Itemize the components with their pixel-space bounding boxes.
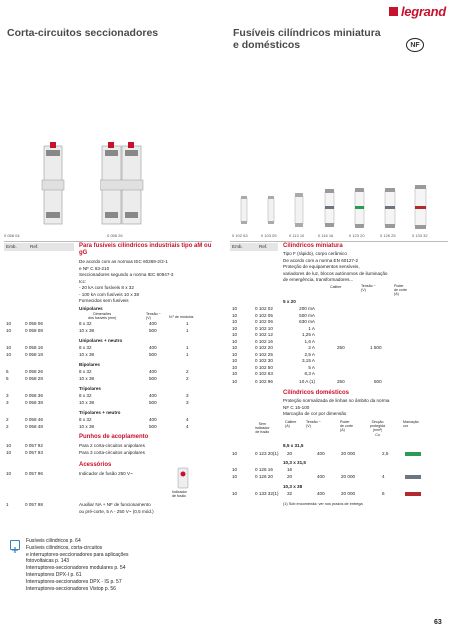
product-image-0-058-26 [100,140,144,226]
mini-last-emb: 10 [232,379,238,384]
sub-tripolares: Tripolares [79,386,101,391]
right-header-ref: Ref. [259,244,268,249]
caption-0-058-26: 0 058 26 [107,233,123,238]
caption-fuse-4: 0 116 16 [318,233,334,238]
d2-ref: 0 126 16 0 126 20 [255,467,273,479]
punhos-title: Punhos de acoplamento [79,434,149,440]
sub-bipolares: Bipolares [79,362,100,367]
dh-marcacao: Marcação cor [403,420,419,429]
title-left: Corta-circuitos seccionadores [7,27,159,39]
g5-dim: 8 x 32 10 x 38 [79,417,95,429]
page-number: 63 [434,619,442,626]
g4-emb: 3 3 [6,393,9,405]
col-poder: Poder de corte (A) [394,284,407,297]
plus-icon [10,540,20,550]
footnote: (1) Sob encomenda: ver nos prazos de entrega [283,502,363,506]
d1-cal: 20 [287,451,293,456]
d3-emb: 10 [232,491,238,496]
left-header-ref: Ref. [30,244,39,249]
d1-emb: 10 [232,451,238,456]
g3-v: 400 500 [149,369,157,381]
caption-fuse-7: 0 133 32 [412,233,428,238]
mini-ref: 0 102 02 0 102 05 0 102 06 0 102 10 0 102 12 0 102 16 0 102 20 0 102 25 0 102 30 0 102 50 0 102 63 [255,306,273,376]
d1-pc: 20 000 [341,451,356,456]
g1-emb: 10 10 [6,321,12,333]
legrand-logo: legrand [389,3,449,20]
d1-v: 400 [317,451,325,456]
d1-sec: 2,5 [382,451,389,456]
g5-ref: 0 058 46 0 058 48 [25,417,43,429]
link-dpx-is[interactable]: Interruptores-seccionadores DPX - IS p. 57 [26,578,122,585]
d1-color-swatch [405,452,421,456]
g2-ref: 0 058 16 0 058 18 [25,345,43,357]
g4-m: 3 3 [186,393,189,405]
g2-emb: 10 10 [6,345,12,357]
caption-fuse-6: 0 126 25 [380,233,396,238]
mini-emb: 10 10 10 10 10 10 10 10 10 10 10 [232,306,238,376]
col-calibre: Calibre [330,285,342,289]
fuses-images [232,180,452,230]
mini-last-ref: 0 102 96 [255,379,273,384]
d2-sec: 4 [382,474,385,479]
dh-seccao: Secção protegida (mm²) Cu [370,420,385,437]
g7-desc: Indicador de fusão 250 V~ [79,471,133,476]
mini-intro: Tipo F (rápido), corpo cerâmico De acordo com a norma EN 60127-2 Proteção de equipamentos sensíveis, variadores de luz, blocos autónomos de iluminação de emergência, transformadores... [283,251,388,282]
dom-intro: Proteção normalizada de linhas no âmbito da norma NF C 15-100 Marcação de cor por dimensão [283,398,390,416]
g8-emb: 1 [6,502,9,507]
g6-emb: 10 10 [6,443,12,455]
link-fotovoltaicas[interactable]: fotovoltaicas p. 143 [26,558,70,565]
size-103x38: 10,3 x 38 [283,484,303,489]
link-fusiveis-corta-circuitos[interactable]: Fusíveis cilíndricos, corta-circuitos [26,544,103,551]
mini-calibre: 200 mA 500 mA 630 mA 1 A 1,25 A 1,6 A 2 A 2,5 A 3,15 A 5 A 6,3 A [299,306,315,376]
g5-emb: 2 2 [6,417,9,429]
d3-ref: 0 133 32(1) [255,491,279,496]
g8-desc: Auxiliar NA + NF de funcionamento ou pré-corte, 5 A - 250 V~ (0,5 mód.) [79,502,154,514]
g7-ref: 0 057 96 [25,471,43,476]
sub-unipolares: Unipolares [79,306,103,311]
g5-m: 4 4 [186,417,189,429]
caption-fuse-5: 0 123 20 [349,233,365,238]
link-dpx-i[interactable]: Interruptores DPX-I p. 61 [26,571,82,578]
caption-fuse-1: 0 102 63 [232,233,248,238]
g3-m: 2 2 [186,369,189,381]
related-links [26,538,356,592]
sub-uni-neutro: Unipolares + neutro [79,338,123,343]
left-section-title: Para fusíveis cilíndricos industriais tipo aM ou gG [79,243,212,256]
d2-cal: 16 20 [287,467,293,479]
mini-poder: 1 500 [370,345,382,350]
sub-tri-neutro: Tripolares + neutro [79,410,121,415]
link-interruptores-aplicacoes[interactable]: e interruptores-seccionadores para aplicações [26,551,129,558]
mini-last-pc: 500 [374,379,382,384]
dh-poder: Poder de corte (A) [340,420,353,433]
d2-color-swatch [405,475,421,479]
d1-ref: 0 123 20(1) [255,451,279,456]
d3-cal: 32 [287,491,293,496]
d2-v: 400 [317,474,325,479]
link-vistop[interactable]: Interruptores-seccionadores Vistop p. 56 [26,585,116,592]
dom-title: Cilíndricos domésticos [283,390,350,396]
g1-m: 1 1 [186,321,189,333]
size-85x315: 8,5 x 31,5 [283,443,304,448]
col-modulos: N.º de módulos [169,315,194,319]
d3-v: 400 [317,491,325,496]
caption-fuse-3: 0 113 10 [289,233,305,238]
right-header-emb: Emb. [232,244,243,249]
dh-indicador: Sem indicador de fusão [255,422,270,435]
g4-dim: 8 x 32 10 x 38 [79,393,95,405]
link-fusiveis-cilindricos[interactable]: Fusíveis cilíndricos p. 64 [26,538,81,544]
g1-ref: 0 058 06 0 058 08 [25,321,43,333]
g2-dim: 8 x 32 10 x 38 [79,345,95,357]
left-intro: De acordo com as normas IEC 60269-2/2-1 e NF C 63-210 Seccionadores segundo a norma IEC 60947-3 Icc: - 20 kA com fusíveis 8 x 32 - 100 kA com fusíveis 10 x 38 Fornecidos sem fusíveis [79,259,174,303]
g3-ref: 0 058 26 0 058 28 [25,369,43,381]
legrand-square-icon [389,7,398,16]
d3-pc: 20 000 [341,491,356,496]
g7-emb: 10 [6,471,12,476]
g3-dim: 8 x 32 10 x 38 [79,369,95,381]
caption-0-058-04: 0 058 04 [4,233,20,238]
g4-ref: 0 058 36 0 058 38 [25,393,43,405]
d3-color-swatch [405,492,421,496]
d2-emb: 10 10 [232,467,238,479]
g8-ref: 0 057 98 [25,502,43,507]
mini-last-cal: 10 A (1) [299,379,315,384]
title-right-1: Fusíveis cilíndricos miniatura [233,27,381,39]
indicator-label: Indicador de fusão [172,490,187,499]
g2-v: 400 500 [149,345,157,357]
size-103x315: 10,3 x 31,5 [283,460,306,465]
g6-desc: Para 2 corta-circuitos unipolares Para 3 corta-circuitos unipolares [79,443,145,455]
g4-v: 400 500 [149,393,157,405]
g3-emb: 5 5 [6,369,9,381]
mini-last-v: 250 [337,379,345,384]
link-modulares[interactable]: Interruptores-seccionadores modulares p. 54 [26,565,126,572]
nf-certification-badge: NF [406,38,424,52]
col-dimensoes: Dimensões dos fusíveis (mm) [88,312,117,321]
left-header-emb: Emb. [6,244,17,249]
g1-v: 400 500 [149,321,157,333]
g1-dim: 8 x 32 10 x 38 [79,321,95,333]
g2-m: 1 1 [186,345,189,357]
dh-calibre: Calibre (A) [285,420,297,429]
title-right-2: e domésticos [233,39,301,51]
fusion-indicator-image [175,466,191,490]
d3-sec: 6 [382,491,385,496]
mini-tensao: 250 [337,345,345,350]
dh-tensao: Tensão ~ (V) [306,420,321,429]
d2-pc: 20 000 [341,474,356,479]
mini-title: Cilíndricos miniatura [283,243,343,249]
g6-ref: 0 057 92 0 057 93 [25,443,43,455]
size-5x20: 5 x 20 [283,299,296,304]
g5-v: 400 500 [149,417,157,429]
product-image-0-058-04 [40,140,66,226]
acessorios-title: Acessórios [79,462,112,468]
caption-fuse-2: 0 103 05 [261,233,277,238]
col-tensao-r: Tensão ~ (V) [361,284,376,293]
col-tensao: Tensão ~ (V) [146,312,161,321]
